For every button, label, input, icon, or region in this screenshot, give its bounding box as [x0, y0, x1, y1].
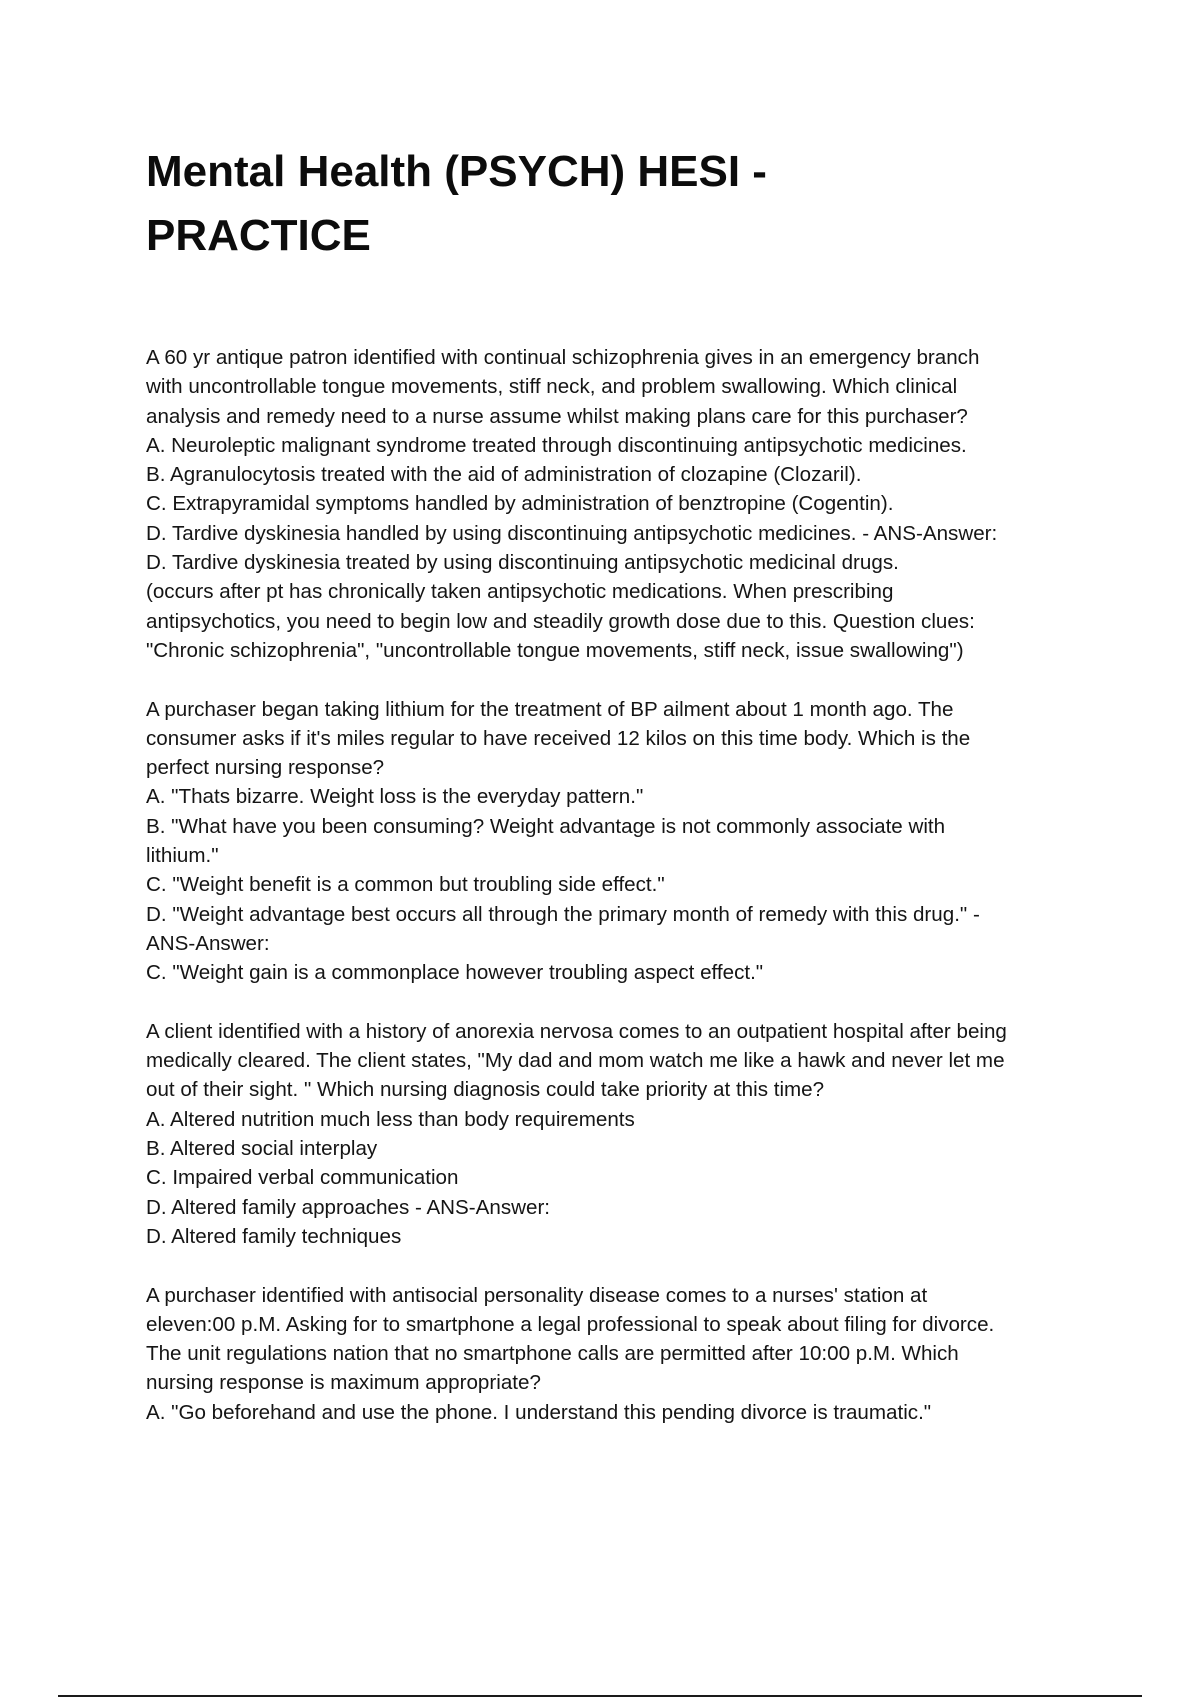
answer-text: D. Altered family techniques [146, 1224, 402, 1248]
text-line: with uncontrollable tongue movements, stiff neck, and problem swallowing. Which clinical [146, 375, 958, 399]
answer-option: C. "Weight benefit is a common but troubling side effect." [146, 873, 665, 897]
text-line: medically cleared. The client states, "My dad and mom watch me like a hawk and never let me [146, 1049, 1005, 1073]
rationale-text: antipsychotics, you need to begin low and steadily growth dose due to this. Question clues: [146, 609, 975, 633]
answer-option: lithium." [146, 844, 219, 868]
paragraph-gap [146, 988, 1146, 1017]
answer-text: C. "Weight gain is a commonplace however troubling aspect effect." [146, 961, 764, 985]
answer-option: B. Agranulocytosis treated with the aid of administration of clozapine (Clozaril). [146, 463, 862, 487]
text-line: nursing response is maximum appropriate? [146, 1371, 541, 1395]
answer-option: B. Altered social interplay [146, 1137, 378, 1161]
paragraph-gap [146, 665, 1146, 694]
answer-option: C. Extrapyramidal symptoms handled by administration of benztropine (Cogentin). [146, 492, 894, 516]
rationale-text: (occurs after pt has chronically taken antipsychotic medications. When prescribing [146, 580, 894, 604]
answer-option: C. Impaired verbal communication [146, 1166, 459, 1190]
answer-option: A. "Go beforehand and use the phone. I understand this pending divorce is traumatic." [146, 1400, 932, 1424]
document-body [146, 343, 1146, 1427]
text-line: A purchaser identified with antisocial personality disease comes to a nurses' station at [146, 1283, 928, 1307]
title-line-1: Mental Health (PSYCH) HESI - [146, 147, 767, 196]
question-block [146, 343, 1146, 665]
question-block [146, 1017, 1146, 1251]
answer-option: B. "What have you been consuming? Weight advantage is not commonly associate with [146, 814, 946, 838]
text-line: out of their sight. " Which nursing diagnosis could take priority at this time? [146, 1078, 825, 1102]
text-line: eleven:00 p.M. Asking for to smartphone a legal professional to speak about filing for divorce. [146, 1312, 995, 1336]
rationale-text: "Chronic schizophrenia", "uncontrollable tongue movements, stiff neck, issue swallowing") [146, 638, 964, 662]
text-line: A client identified with a history of anorexia nervosa comes to an outpatient hospital after being [146, 1019, 1007, 1043]
answer-text: D. Tardive dyskinesia treated by using discontinuing antipsychotic medicinal drugs. [146, 551, 899, 575]
question-block [146, 695, 1146, 988]
answer-option: A. "Thats bizarre. Weight loss is the everyday pattern." [146, 785, 644, 809]
text-line: consumer asks if it's miles regular to have received 12 kilos on this time body. Which is the [146, 726, 971, 750]
page-title [146, 140, 1046, 268]
text-line: analysis and remedy need to a nurse assume whilst making plans care for this purchaser? [146, 404, 968, 428]
answer-option: D. "Weight advantage best occurs all through the primary month of remedy with this drug." - [146, 902, 980, 926]
text-line: A purchaser began taking lithium for the treatment of BP ailment about 1 month ago. The [146, 697, 954, 721]
paragraph-gap [146, 1251, 1146, 1280]
answer-option: D. Altered family approaches - ANS-Answer: [146, 1195, 551, 1219]
answer-option: A. Altered nutrition much less than body requirements [146, 1107, 635, 1131]
page-bottom-divider [58, 1695, 1142, 1697]
text-line: perfect nursing response? [146, 756, 385, 780]
text-line: A 60 yr antique patron identified with continual schizophrenia gives in an emergency branch [146, 346, 980, 369]
question-block [146, 1281, 1146, 1427]
text-line: The unit regulations nation that no smartphone calls are permitted after 10:00 p.M. Which [146, 1342, 959, 1366]
answer-option: D. Tardive dyskinesia handled by using discontinuing antipsychotic medicines. - ANS-Answer: [146, 521, 998, 545]
answer-label: ANS-Answer: [146, 931, 270, 955]
title-line-2: PRACTICE [146, 211, 371, 260]
answer-option: A. Neuroleptic malignant syndrome treated through discontinuing antipsychotic medicines. [146, 433, 967, 457]
